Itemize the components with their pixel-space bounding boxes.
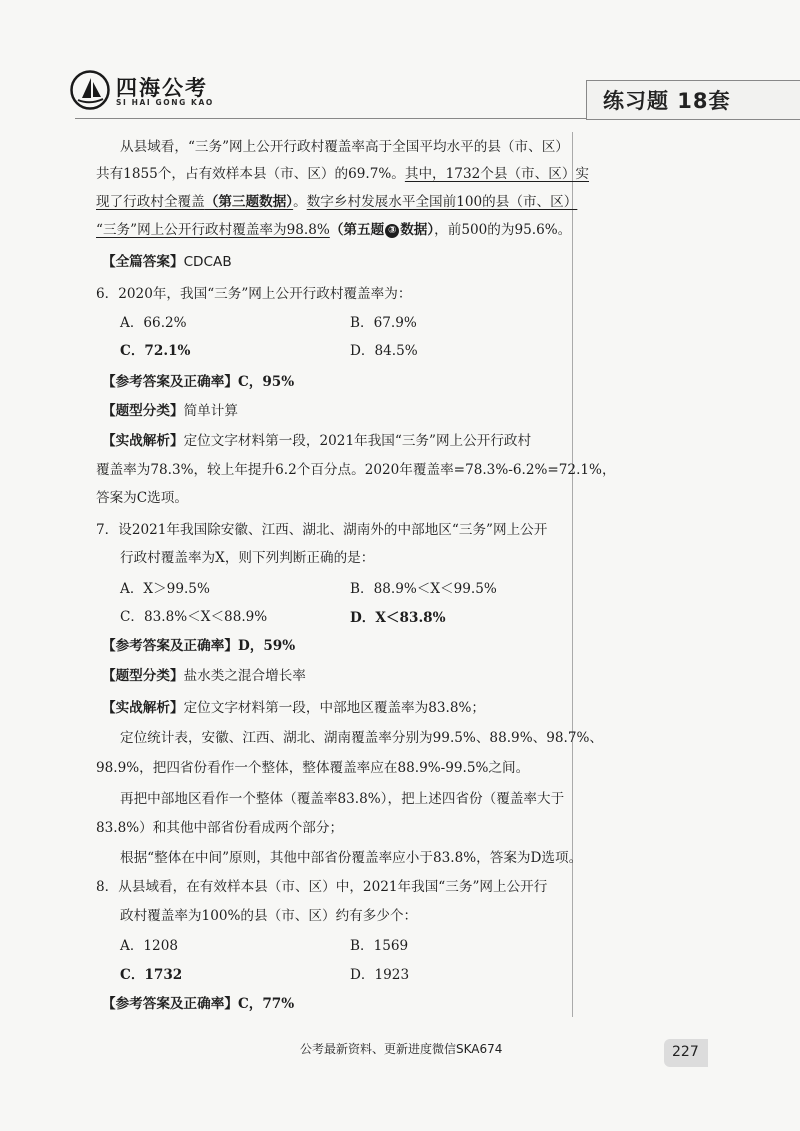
intro-highlight: 其中，1732个县（市、区）实 [404, 166, 590, 182]
question-5-ref: （第五题 [329, 222, 385, 238]
q8-answer: 【参考答案及正确率】C，77% [102, 996, 295, 1012]
q7-answer: 【参考答案及正确率】D，59% [102, 638, 296, 654]
circled-3-icon: ③ [385, 224, 399, 238]
full-answer: 【全篇答案】CDCAB [102, 254, 232, 270]
q6-answer: 【参考答案及正确率】C，95% [102, 374, 295, 390]
q7-analysis-line-1: 【实战解析】定位文字材料第一段，中部地区覆盖率为83.8%； [102, 700, 486, 716]
q6-stem: 6．2020年，我国“三务”网上公开行政村覆盖率为： [96, 286, 412, 302]
q6-option-a: A．66.2% [120, 315, 187, 331]
q6-option-d: D．84.5% [350, 343, 418, 359]
exercise-set-label: 练习题 18套 [603, 89, 731, 113]
q8-option-a: A．1208 [120, 938, 179, 954]
intro-line-2: 共有1855个，占有效样本县（市、区）的69.7%。其中，1732个县（市、区）实 [96, 166, 590, 182]
q7-stem-line-2: 行政村覆盖率为X，则下列判断正确的是： [120, 550, 375, 566]
logo-subtitle: SI HAI GONG KAO [116, 98, 214, 107]
q7-stem-line-1: 7．设2021年我国除安徽、江西、湖北、湖南外的中部地区“三务”网上公开 [96, 522, 548, 538]
q7-analysis-line-4: 再把中部地区看作一个整体（覆盖率83.8%），把上述四省份（覆盖率大于 [120, 791, 565, 807]
q7-analysis-line-6: 根据“整体在中间”原则，其他中部省份覆盖率应小于83.8%，答案为D选项。 [120, 850, 583, 866]
q8-option-b: B．1569 [350, 938, 409, 954]
q6-type: 【题型分类】简单计算 [102, 403, 238, 419]
q6-option-c: C．72.1% [120, 343, 191, 359]
q7-option-d: D．X＜83.8% [350, 610, 446, 626]
q8-stem-line-1: 8．从县域看，在有效样本县（市、区）中，2021年我国“三务”网上公开行 [96, 879, 548, 895]
q6-analysis-line-3: 答案为C选项。 [96, 490, 188, 506]
q7-option-c: C．83.8%＜X＜88.9% [120, 609, 268, 625]
header-divider [75, 118, 587, 119]
q8-stem-line-2: 政村覆盖率为100%的县（市、区）约有多少个： [120, 908, 418, 924]
q6-option-b: B．67.9% [350, 315, 417, 331]
footer-note: 公考最新资料、更新进度微信SKA674 [300, 1042, 503, 1056]
q7-analysis-line-2: 定位统计表，安徽、江西、湖北、湖南覆盖率分别为99.5%、88.9%、98.7%、 [120, 730, 603, 746]
q7-option-a: A．X＞99.5% [120, 581, 210, 597]
q7-type: 【题型分类】盐水类之混合增长率 [102, 668, 306, 684]
logo-title: 四海公考 [116, 76, 208, 100]
sailboat-logo-icon [70, 70, 110, 110]
q7-analysis-line-3: 98.9%，把四省份看作一个整体，整体覆盖率应在88.9%-99.5%之间。 [96, 760, 530, 776]
q7-analysis-line-5: 83.8%）和其他中部省份看成两个部分； [96, 820, 344, 836]
q8-option-c: C．1732 [120, 967, 183, 983]
intro-line-4: “三务”网上公开行政村覆盖率为98.8%（第五题 ③ 数据），前500的为95.6%。 [96, 222, 572, 238]
question-3-ref: （第三题数据） [204, 194, 294, 210]
q7-option-b: B．88.9%＜X＜99.5% [350, 581, 497, 597]
margin-rule [572, 132, 573, 1017]
brand-logo [70, 70, 270, 114]
page-number: 227 [672, 1044, 699, 1060]
q6-analysis-line-1: 【实战解析】定位文字材料第一段，2021年我国“三务”网上公开行政村 [102, 433, 532, 449]
exercise-set-tab [586, 80, 800, 120]
intro-line-3: 现了行政村全覆盖（第三题数据）。数字乡村发展水平全国前100的县（市、区） [96, 194, 578, 210]
q8-option-d: D．1923 [350, 967, 410, 983]
intro-line-1: 从县域看，“三务”网上公开行政村覆盖率高于全国平均水平的县（市、区） [120, 139, 569, 155]
page-number-tab [664, 1039, 708, 1067]
q6-analysis-line-2: 覆盖率为78.3%，较上年提升6.2个百分点。2020年覆盖率=78.3%-6.2%=72.1%， [96, 462, 616, 478]
